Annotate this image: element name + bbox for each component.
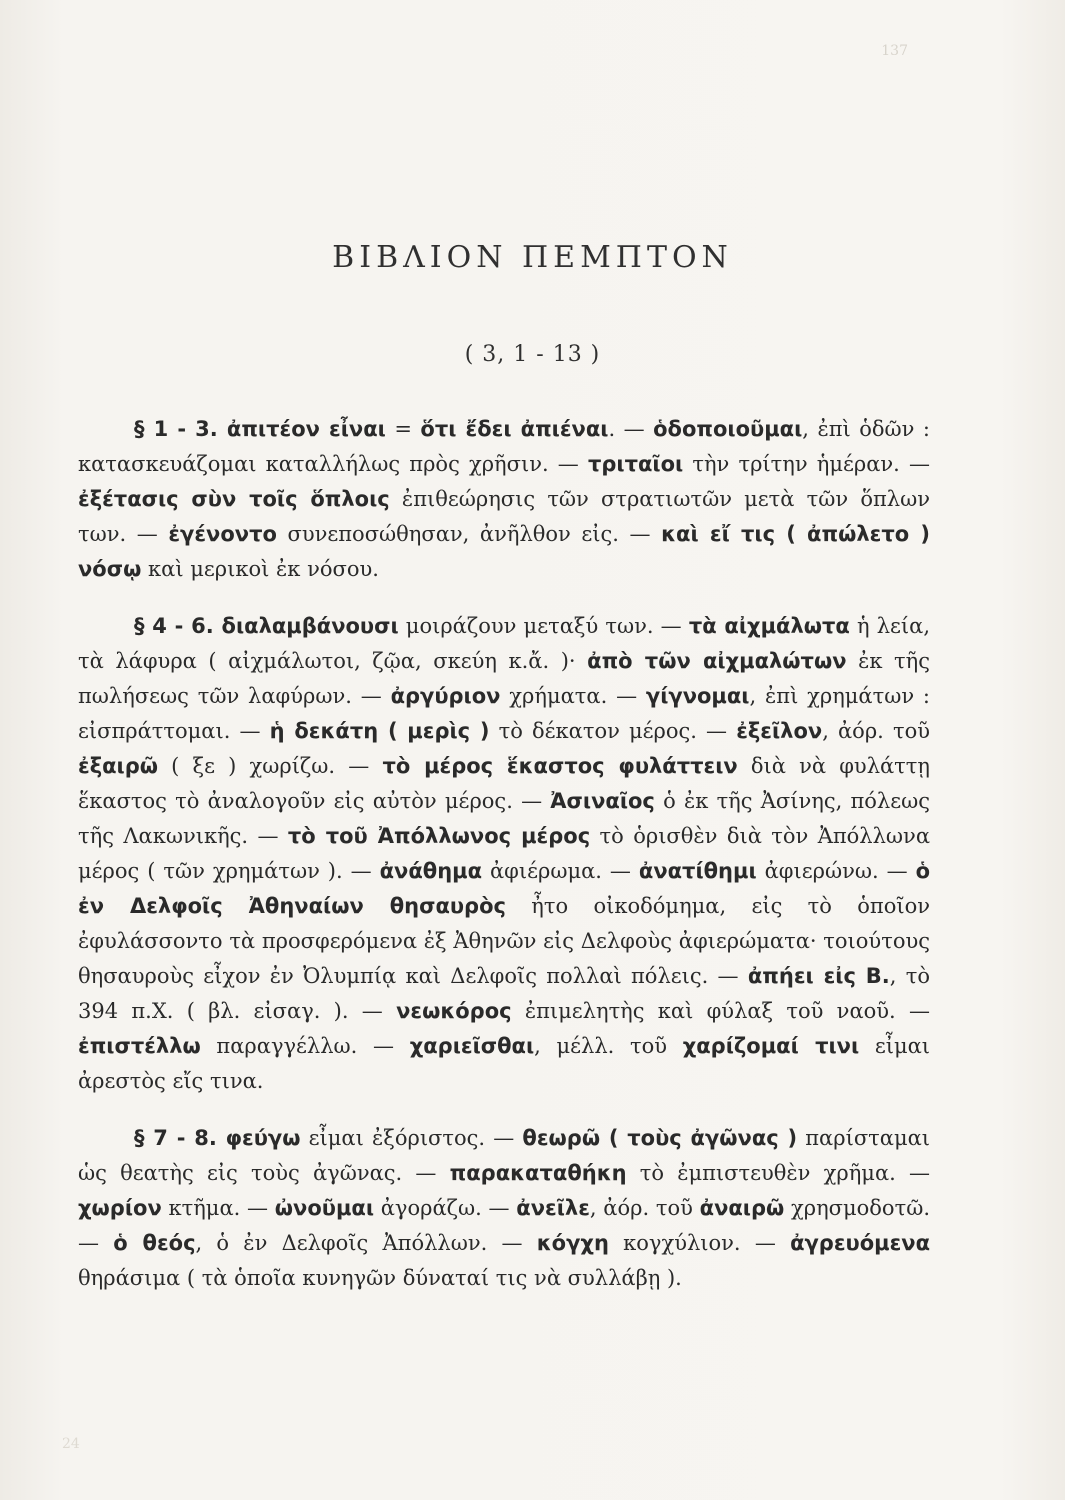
headword: ἀπήει εἰς Β. [747,964,890,988]
headword: ἀπὸ τῶν αἰχμαλώτων [587,649,847,673]
headword: γίγνομαι [645,684,750,708]
gloss-text: , ὁ ἐν Δελφοῖς Ἀπόλλων. — [195,1231,537,1255]
headword: ὁ ἐν Δελφοῖς Ἀθηναίων θησαυρὸς [78,859,931,918]
headword: ἀργύριον [390,684,501,708]
gloss-text: ἀφιερώνω. — [756,859,916,883]
gloss-text: εἶμαι ἐξόριστος. — [300,1126,523,1150]
headword: τὰ αἰχμάλωτα [688,614,850,638]
headword: τριταῖοι [587,452,684,476]
headword: χαρίζομαί τινι [682,1034,860,1058]
headword: νεωκόρος [396,999,512,1023]
gloss-text: θηράσιμα ( τὰ ὁποῖα κυνηγῶν δύναταί τις νὰ συλλάβῃ ). [78,1266,682,1290]
lower-mark: 24 [62,1436,80,1452]
headword: ἐξέτασις σὺν τοῖς ὅπλοις [78,487,390,511]
gloss-text: ( ξε ) χωρίζω. — [158,754,383,778]
gloss-text: , τὸ 394 π.Χ. ( βλ. εἰσαγ. ). — [78,964,930,1023]
book-title: ΒΙΒΛΙΟΝ ΠΕΜΠΤΟΝ [332,240,733,275]
headword: ὅτι ἔδει ἀπιέναι [420,417,609,441]
gloss-text: μοιράζουν μεταξύ των. — [398,614,689,638]
gloss-text: , ἐπὶ χρημάτων : εἰσπράττομαι. — [78,684,931,743]
gloss-text: ἀφιέρωμα. — [482,859,639,883]
gloss-text: τὸ ἐμπιστευθὲν χρῆμα. — [626,1161,930,1185]
headword: χωρίον [78,1196,162,1220]
headword: Ἀσιναῖος [550,789,655,813]
headword: παρακαταθήκη [449,1161,627,1185]
headword: κόγχη [536,1231,609,1255]
gloss-text: ἡ λεία, τὰ λάφυρα ( αἰχμάλωτοι, ζῷα, σκεύη κ.ἄ. )· [78,614,930,673]
headword: ἡ δεκάτη ( μερὶς ) [269,719,490,743]
gloss-text: , ἐπὶ ὁδῶν : κατασκευάζομαι καταλλήλως πρὸς χρῆσιν. — [78,417,930,476]
gloss-text: καὶ μερικοὶ ἐκ νόσου. [141,557,379,581]
commentary-body [78,412,930,1318]
gloss-text: παραγγέλλω. — [200,1034,410,1058]
gloss-text: , μέλλ. τοῦ [534,1034,683,1058]
headword: θεωρῶ ( τοὺς ἀγῶνας ) [522,1126,798,1150]
headword: ἐξαιρῶ [78,754,158,778]
headword: ἀνεῖλε [516,1196,590,1220]
headword: ἀγρευόμενα [790,1231,930,1255]
headword: τὸ μέρος ἕκαστος φυλάττειν [382,754,738,778]
gloss-text: διὰ νὰ φυλάττῃ ἕκαστος τὸ ἀναλογοῦν εἰς αὐτὸν μέρος. — [78,754,931,813]
gloss-text: τὴν τρίτην ἡμέραν. — [683,452,931,476]
commentary-paragraph [78,1121,930,1296]
headword: ἀναιρῶ [699,1196,785,1220]
headword: ὁδοποιοῦμαι [653,417,803,441]
gloss-text: χρήματα. — [500,684,646,708]
gloss-text: εἶμαι ἀρεστὸς εἴς τινα. [78,1034,931,1093]
headword: ἐπιστέλλω [78,1034,201,1058]
commentary-paragraph [78,609,930,1099]
gloss-text: κογχύλιον. — [608,1231,791,1255]
gloss-text: παρίσταμαι ὡς θεατὴς εἰς τοὺς ἀγῶνας. — [78,1126,931,1185]
gloss-text: κτῆμα. — [161,1196,275,1220]
headword: § 7 - 8. φεύγω [134,1126,301,1150]
gloss-text: ἐκ τῆς πωλήσεως τῶν λαφύρων. — [78,649,930,708]
gloss-text: τὸ δέκατον μέρος. — [489,719,737,743]
headword: ἀνατίθημι [638,859,757,883]
page-number: 137 [881,43,908,59]
headword: τὸ τοῦ Ἀπόλλωνος μέρος [287,824,591,848]
headword: § 4 - 6. διαλαμβάνουσι [134,614,399,638]
headword: καὶ εἴ τις ( ἀπώλετο ) νόσῳ [78,522,930,581]
commentary-paragraph [78,412,930,587]
headword: ἐξεῖλον [736,719,823,743]
gloss-text: = [385,417,421,441]
gloss-text: τὸ ὁρισθὲν διὰ τὸν Ἀπόλλωνα μέρος ( τῶν χρημάτων ). — [78,824,930,883]
gloss-text: ἐπιθεώρησις τῶν στρατιωτῶν μετὰ τῶν ὅπλων των. — [78,487,930,546]
gloss-text: χρησμοδοτῶ. — [78,1196,930,1255]
gloss-text: , ἀόρ. τοῦ [589,1196,700,1220]
gloss-text: , ἀόρ. τοῦ [822,719,931,743]
headword: ἀνάθημα [379,859,483,883]
chapter-range: ( 3, 1 - 13 ) [464,342,601,367]
gloss-text: ἐπιμελητὴς καὶ φύλαξ τοῦ ναοῦ. — [511,999,930,1023]
gloss-text: ὁ ἐκ τῆς Ἀσίνης, πόλεως τῆς Λακωνικῆς. — [78,789,930,848]
headword: § 1 - 3. ἀπιτέον εἶναι [134,417,386,441]
gloss-text: ἀγοράζω. — [374,1196,517,1220]
headword: ὠνοῦμαι [274,1196,375,1220]
headword: ἐγένοντο [168,522,277,546]
gloss-text: . — [608,417,654,441]
gloss-text: συνεποσώθησαν, ἀνῆλθον εἰς. — [276,522,662,546]
headword: χαριεῖσθαι [409,1034,535,1058]
headword: ὁ θεός [113,1231,196,1255]
gloss-text: ἦτο οἰκοδόμημα, εἰς τὸ ὁποῖον ἐφυλάσσοντο τὰ προσφερόμενα ἐξ Ἀθηνῶν εἰς Δελφοὺς ἀφιερώματα· τοιούτους θησαυροὺς εἶχον ἐν Ὀλυμπίᾳ καὶ Δελφοῖς πολλαὶ πόλεις. — [78,894,930,988]
